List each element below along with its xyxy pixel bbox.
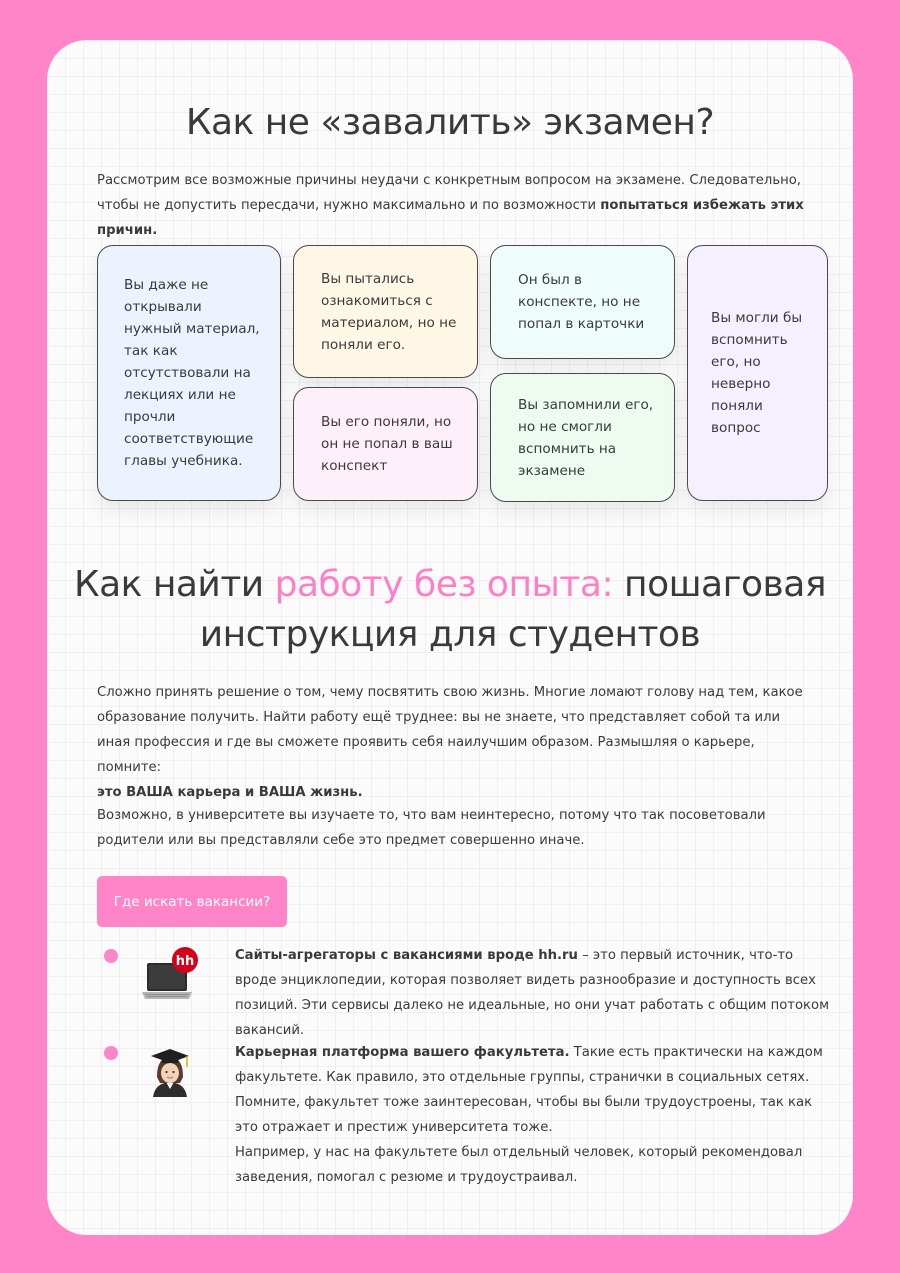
job-paragraph-1: Сложно принять решение о том, чему посвятить свою жизнь. Многие ломают голову над тем, какое образование получить. Найти работу ещё труднее: вы не знаете, что представляет собой та или иная профессия и где вы сможете проявить себя наилучшим образом. Размышляя о карьере, помните: это ВАША карьера и ВАША жизнь.: [97, 685, 803, 800]
reason-card-4: Он был в конспекте, но не попал в карточки: [490, 245, 675, 359]
title-highlight: работу без опыта:: [274, 564, 614, 605]
laptop-icon: [141, 947, 199, 1007]
bullet-dot: [104, 949, 118, 963]
laptop-hh-icon: [141, 947, 199, 1007]
reason-card-1: Вы даже не открывали нужный материал, так как отсутствовали на лекциях или не прочли соответствующие главы учебника.: [97, 245, 281, 501]
graduate-icon: [147, 1045, 193, 1100]
job-paragraph-2: Возможно, в университете вы изучаете то, что вам неинтересно, потому что так посоветовали родители или вы представляли себе это предмет совершенно иначе.: [97, 808, 766, 848]
page-title-job: Как найти работу без опыта: пошаговая инструкция для студентов: [74, 564, 826, 655]
reason-card-3: Вы его поняли, но он не попал в ваш конспект: [293, 387, 478, 501]
list-item-aggregators: Сайты-агрегаторы с вакансиями вроде hh.ru – это первый источник, что-то вроде энциклопедии, которая позволяет видеть разнообразие и доступность всех позиций. Эти сервисы далеко не идеальные, но они учат работать с общим потоком вакансий.: [235, 948, 830, 1038]
exam-intro: Рассмотрим все возможные причины неудачи с конкретным вопросом на экзамене. Следовательно, чтобы не допустить пересдачи, нужно максимально и по возможности попытаться избежать этих причин.: [97, 173, 804, 238]
reason-card-2: Вы пытались ознакомиться с материалом, но не поняли его.: [293, 245, 478, 378]
hh-badge-text: hh: [175, 954, 195, 969]
page-title-exam: Как не «завалить» экзамен?: [185, 102, 715, 143]
reason-card-5: Вы запомнили его, но не смогли вспомнить на экзамене: [490, 373, 675, 502]
content-card: [47, 40, 853, 1235]
bullet-dot: [104, 1046, 118, 1060]
list-item-faculty-platform: Карьерная платформа вашего факультета. Такие есть практически на каждом факультете. Как правило, это отдельные группы, странички в социальных сетях. Помните, факультет тоже заинтересован, чтобы вы были трудоустроены, так как это отражает и престиж университета тоже. Например, у нас на факультете был отдельный человек, который рекомендовал заведения, помогал с резюме и трудоустраивал.: [235, 1045, 823, 1185]
where-to-search-button[interactable]: Где искать вакансии?: [97, 876, 287, 927]
reason-card-6: Вы могли бы вспомнить его, но неверно поняли вопрос: [687, 245, 828, 501]
